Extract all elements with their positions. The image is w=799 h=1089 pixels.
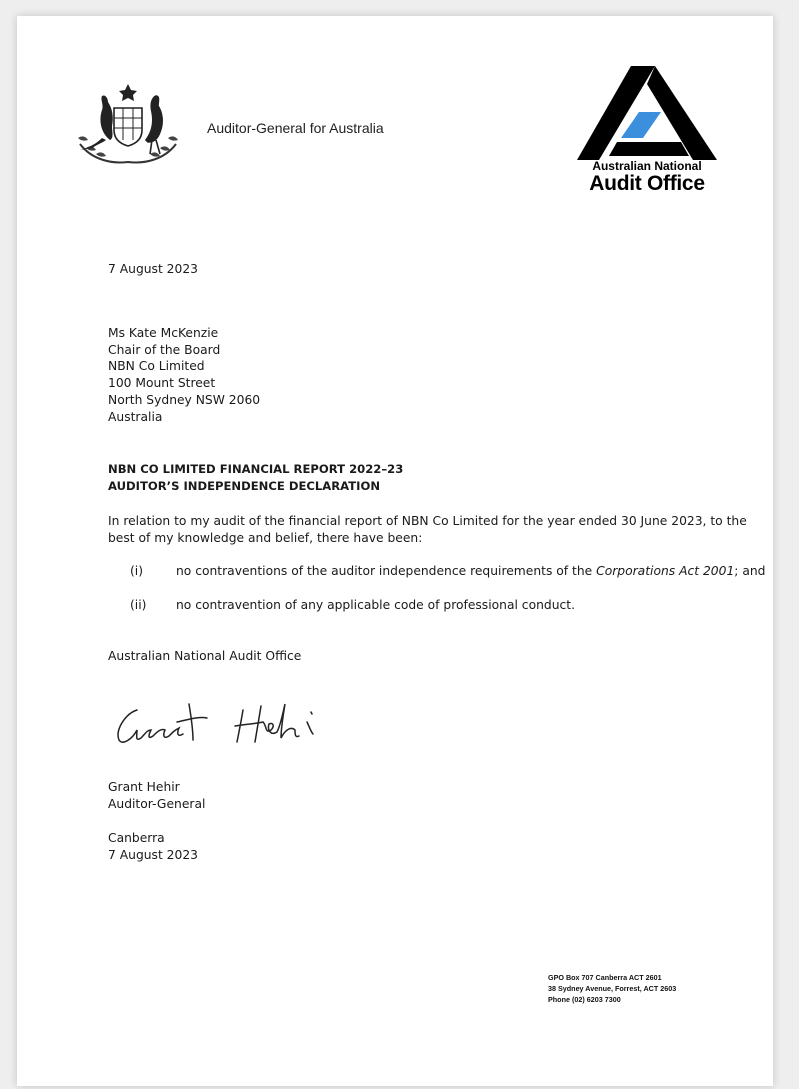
item-2-number: (ii) — [130, 598, 147, 612]
intro-paragraph: In relation to my audit of the financial report of NBN Co Limited for the year ended 30 June 2023, to the best of my knowledge and belief, there have been: — [108, 514, 747, 545]
item-1-number: (i) — [130, 564, 144, 578]
recipient-company: NBN Co Limited — [108, 359, 205, 373]
item-1-text — [176, 564, 765, 578]
recipient-country: Australia — [108, 410, 163, 424]
recipient-city: North Sydney NSW 2060 — [108, 393, 261, 407]
recipient-name: Ms Kate McKenzie — [108, 326, 219, 340]
office-address — [548, 972, 676, 1005]
signing-place: Canberra — [108, 831, 165, 845]
signatory-name: Grant Hehir — [108, 780, 180, 794]
signing-date: 7 August 2023 — [108, 848, 198, 862]
anao-triangle-icon — [577, 64, 717, 160]
logo-line-1: Australian National — [592, 159, 702, 173]
phone-line: Phone (02) 6203 7300 — [548, 995, 621, 1004]
anao-logo — [577, 64, 727, 196]
address-line-1: GPO Box 707 Canberra ACT 2601 — [548, 973, 662, 982]
heading-line-2: AUDITOR’S INDEPENDENCE DECLARATION — [108, 479, 381, 493]
office-title: Auditor-General for Australia — [207, 120, 384, 136]
logo-line-2: Audit Office — [589, 172, 705, 195]
item-1-text-after: ; and — [734, 564, 766, 578]
address-line-2: 38 Sydney Avenue, Forrest, ACT 2603 — [548, 984, 677, 993]
recipient-title: Chair of the Board — [108, 343, 221, 357]
recipient-street: 100 Mount Street — [108, 376, 216, 390]
item-2-text: no contravention of any applicable code of professional conduct. — [176, 598, 575, 612]
organisation-name: Australian National Audit Office — [108, 649, 302, 663]
letter-date: 7 August 2023 — [108, 262, 198, 276]
letter-page — [17, 16, 773, 1086]
heading-line-1: NBN CO LIMITED FINANCIAL REPORT 2022–23 — [108, 462, 404, 476]
signatory-title: Auditor-General — [108, 797, 206, 811]
coat-of-arms-icon — [72, 82, 184, 166]
item-1-act-name: Corporations Act 2001 — [596, 564, 735, 578]
item-1-text-before: no contraventions of the auditor independence requirements of the — [176, 564, 597, 578]
signature-image — [107, 696, 337, 756]
